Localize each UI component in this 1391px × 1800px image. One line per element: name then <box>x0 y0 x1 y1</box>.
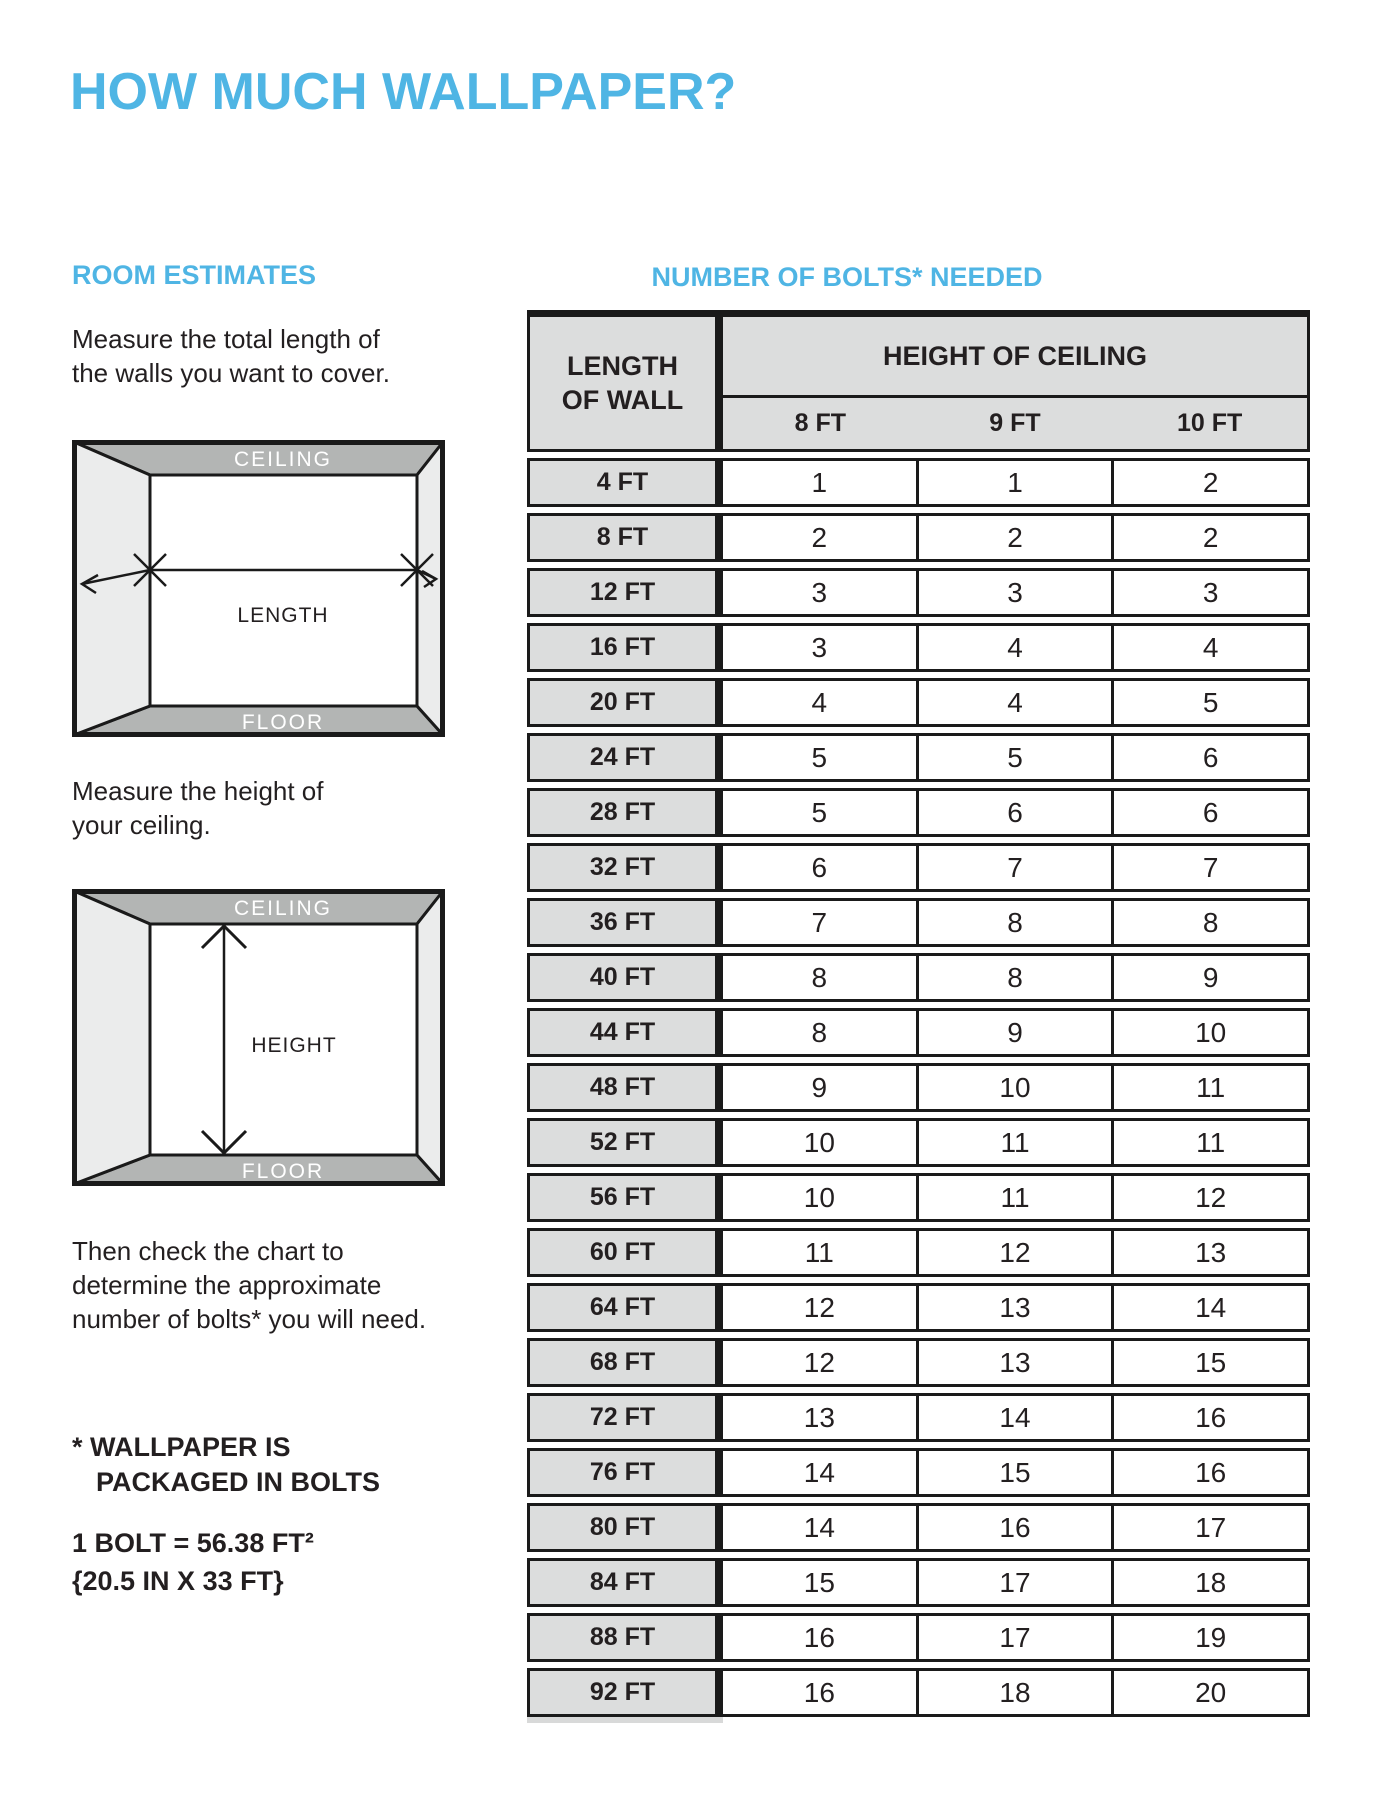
table-row <box>527 788 1310 837</box>
bolt-count-cell: 3 <box>723 623 919 672</box>
table-row <box>527 1448 1310 1497</box>
paragraph-line: the walls you want to cover. <box>72 358 390 388</box>
wall-length-cell: 16 FT <box>527 623 723 672</box>
bolt-count-cell: 4 <box>919 678 1115 727</box>
bolt-count-cell: 10 <box>723 1173 919 1222</box>
bolt-count-cell: 4 <box>723 678 919 727</box>
bolt-count-cell: 12 <box>1114 1173 1310 1222</box>
table-row <box>527 1558 1310 1607</box>
floor-label: FLOOR <box>241 711 325 734</box>
back-wall <box>150 475 417 706</box>
bolt-count-cell: 7 <box>1114 843 1310 892</box>
bolt-count-cell: 17 <box>919 1613 1115 1662</box>
header-line: LENGTH <box>567 351 678 381</box>
col-header-8ft: 8 FT <box>794 409 847 438</box>
table-row <box>527 1063 1310 1112</box>
bolt-size-line: 1 BOLT = 56.38 FT² <box>72 1528 314 1558</box>
bolts-table-body <box>527 458 1310 1717</box>
paragraph-line: Then check the chart to <box>72 1236 344 1266</box>
table-row <box>527 513 1310 562</box>
height-of-ceiling-header-group <box>723 317 1310 452</box>
bolt-count-cell: 12 <box>723 1338 919 1387</box>
bolt-count-cell: 8 <box>919 953 1115 1002</box>
bolt-count-cell: 16 <box>723 1668 919 1717</box>
wall-length-cell: 52 FT <box>527 1118 723 1167</box>
table-row <box>527 1228 1310 1277</box>
wall-length-cell: 92 FT <box>527 1668 723 1717</box>
wall-length-cell: 4 FT <box>527 458 723 507</box>
measure-length-paragraph <box>72 322 390 390</box>
bolts-table <box>527 310 1310 1717</box>
table-row <box>527 843 1310 892</box>
bolt-count-cell: 18 <box>1114 1558 1310 1607</box>
bolt-count-cell: 4 <box>1114 623 1310 672</box>
table-row <box>527 458 1310 507</box>
wall-length-cell: 44 FT <box>527 1008 723 1057</box>
length-label: LENGTH <box>237 604 329 627</box>
bolt-count-cell: 2 <box>919 513 1115 562</box>
bolt-count-cell: 11 <box>919 1173 1115 1222</box>
bolt-count-cell: 16 <box>1114 1393 1310 1442</box>
bolt-count-cell: 5 <box>1114 678 1310 727</box>
page-title: HOW MUCH WALLPAPER? <box>70 63 737 121</box>
wall-length-cell: 32 FT <box>527 843 723 892</box>
wall-length-cell: 60 FT <box>527 1228 723 1277</box>
table-row <box>527 1503 1310 1552</box>
bolt-count-cell: 13 <box>1114 1228 1310 1277</box>
bolt-count-cell: 9 <box>1114 953 1310 1002</box>
table-row <box>527 1008 1310 1057</box>
bolt-count-cell: 13 <box>919 1338 1115 1387</box>
bolt-count-cell: 5 <box>723 733 919 782</box>
bolt-count-cell: 3 <box>723 568 919 617</box>
table-row <box>527 1173 1310 1222</box>
bolt-count-cell: 1 <box>723 458 919 507</box>
bolt-count-cell: 17 <box>1114 1503 1310 1552</box>
left-wall <box>74 442 150 735</box>
bolt-count-cell: 9 <box>723 1063 919 1112</box>
bolt-count-cell: 7 <box>723 898 919 947</box>
right-wall <box>417 891 443 1184</box>
bolt-count-cell: 6 <box>1114 733 1310 782</box>
bolts-footnote <box>72 1430 380 1500</box>
wall-length-cell: 12 FT <box>527 568 723 617</box>
bolt-count-cell: 5 <box>919 733 1115 782</box>
bolt-count-cell: 2 <box>723 513 919 562</box>
ceiling-label: CEILING <box>233 448 333 471</box>
paragraph-line: your ceiling. <box>72 810 211 840</box>
wall-length-cell: 76 FT <box>527 1448 723 1497</box>
bolt-count-cell: 16 <box>919 1503 1115 1552</box>
table-row <box>527 1613 1310 1662</box>
wall-length-cell: 24 FT <box>527 733 723 782</box>
bolt-count-cell: 20 <box>1114 1668 1310 1717</box>
wall-length-cell: 56 FT <box>527 1173 723 1222</box>
col-header-9ft: 9 FT <box>989 409 1041 438</box>
bolt-count-cell: 1 <box>919 458 1115 507</box>
bolt-count-cell: 3 <box>1114 568 1310 617</box>
right-wall <box>417 442 443 735</box>
table-row <box>527 1283 1310 1332</box>
room-estimates-heading: ROOM ESTIMATES <box>72 260 317 290</box>
table-row <box>527 953 1310 1002</box>
bolt-count-cell: 14 <box>919 1393 1115 1442</box>
bolts-table-header <box>527 310 1310 452</box>
bolt-count-cell: 8 <box>723 1008 919 1057</box>
bolt-count-cell: 17 <box>919 1558 1115 1607</box>
wall-length-cell: 64 FT <box>527 1283 723 1332</box>
wall-length-cell: 8 FT <box>527 513 723 562</box>
bolt-count-cell: 13 <box>919 1283 1115 1332</box>
bolt-count-cell: 16 <box>1114 1448 1310 1497</box>
left-wall <box>74 891 150 1184</box>
wall-length-cell: 40 FT <box>527 953 723 1002</box>
table-row <box>527 1668 1310 1717</box>
bolt-count-cell: 6 <box>919 788 1115 837</box>
footnote-line: PACKAGED IN BOLTS <box>96 1467 381 1497</box>
paragraph-line: Measure the height of <box>72 776 324 806</box>
ceiling-label: CEILING <box>233 897 333 920</box>
wall-length-cell: 84 FT <box>527 1558 723 1607</box>
table-row <box>527 1393 1310 1442</box>
paragraph-line: determine the approximate <box>72 1270 382 1300</box>
table-footer-strip <box>527 1717 723 1723</box>
bolt-count-cell: 9 <box>919 1008 1115 1057</box>
bolt-count-cell: 18 <box>919 1668 1115 1717</box>
paragraph-line: Measure the total length of <box>72 324 380 354</box>
bolt-count-cell: 16 <box>723 1613 919 1662</box>
bolts-needed-heading: NUMBER OF BOLTS* NEEDED <box>651 262 1043 292</box>
bolt-count-cell: 15 <box>1114 1338 1310 1387</box>
bolt-count-cell: 5 <box>723 788 919 837</box>
wall-length-cell: 88 FT <box>527 1613 723 1662</box>
wall-length-cell: 48 FT <box>527 1063 723 1112</box>
table-row <box>527 1118 1310 1167</box>
wall-length-cell: 36 FT <box>527 898 723 947</box>
bolt-count-cell: 13 <box>723 1393 919 1442</box>
ceiling-height-columns <box>723 398 1307 449</box>
height-label: HEIGHT <box>251 1034 337 1057</box>
height-of-ceiling-header: HEIGHT OF CEILING <box>723 317 1307 398</box>
bolt-count-cell: 2 <box>1114 513 1310 562</box>
table-row <box>527 898 1310 947</box>
bolt-count-cell: 11 <box>919 1118 1115 1167</box>
bolt-count-cell: 8 <box>919 898 1115 947</box>
length-diagram <box>72 440 445 737</box>
wall-length-cell: 80 FT <box>527 1503 723 1552</box>
paragraph-line: number of bolts* you will need. <box>72 1304 427 1334</box>
bolt-count-cell: 12 <box>723 1283 919 1332</box>
bolt-count-cell: 6 <box>723 843 919 892</box>
bolt-count-cell: 15 <box>919 1448 1115 1497</box>
check-chart-paragraph <box>72 1234 426 1336</box>
bolt-count-cell: 8 <box>723 953 919 1002</box>
bolt-count-cell: 10 <box>1114 1008 1310 1057</box>
bolt-count-cell: 11 <box>723 1228 919 1277</box>
bolt-count-cell: 11 <box>1114 1118 1310 1167</box>
col-header-10ft: 10 FT <box>1177 409 1243 438</box>
bolt-count-cell: 14 <box>1114 1283 1310 1332</box>
table-row <box>527 1338 1310 1387</box>
floor-label: FLOOR <box>241 1160 325 1183</box>
bolt-count-cell: 11 <box>1114 1063 1310 1112</box>
bolt-size-line: {20.5 IN X 33 FT} <box>72 1566 284 1596</box>
bolt-count-cell: 10 <box>723 1118 919 1167</box>
bolt-count-cell: 3 <box>919 568 1115 617</box>
bolt-count-cell: 14 <box>723 1503 919 1552</box>
footnote-line: * WALLPAPER IS <box>72 1432 291 1462</box>
bolt-count-cell: 4 <box>919 623 1115 672</box>
table-row <box>527 733 1310 782</box>
table-row <box>527 623 1310 672</box>
bolt-count-cell: 10 <box>919 1063 1115 1112</box>
bolt-count-cell: 15 <box>723 1558 919 1607</box>
bolt-count-cell: 2 <box>1114 458 1310 507</box>
wall-length-cell: 20 FT <box>527 678 723 727</box>
height-diagram <box>72 889 445 1186</box>
bolt-count-cell: 19 <box>1114 1613 1310 1662</box>
bolt-size-info <box>72 1524 314 1600</box>
bolt-count-cell: 12 <box>919 1228 1115 1277</box>
table-row <box>527 568 1310 617</box>
bolt-count-cell: 6 <box>1114 788 1310 837</box>
length-of-wall-header <box>527 317 723 452</box>
bolt-count-cell: 8 <box>1114 898 1310 947</box>
header-line: OF WALL <box>561 385 684 415</box>
bolt-count-cell: 14 <box>723 1448 919 1497</box>
table-row <box>527 678 1310 727</box>
measure-height-paragraph <box>72 774 324 842</box>
bolt-count-cell: 7 <box>919 843 1115 892</box>
wall-length-cell: 28 FT <box>527 788 723 837</box>
wall-length-cell: 68 FT <box>527 1338 723 1387</box>
wall-length-cell: 72 FT <box>527 1393 723 1442</box>
